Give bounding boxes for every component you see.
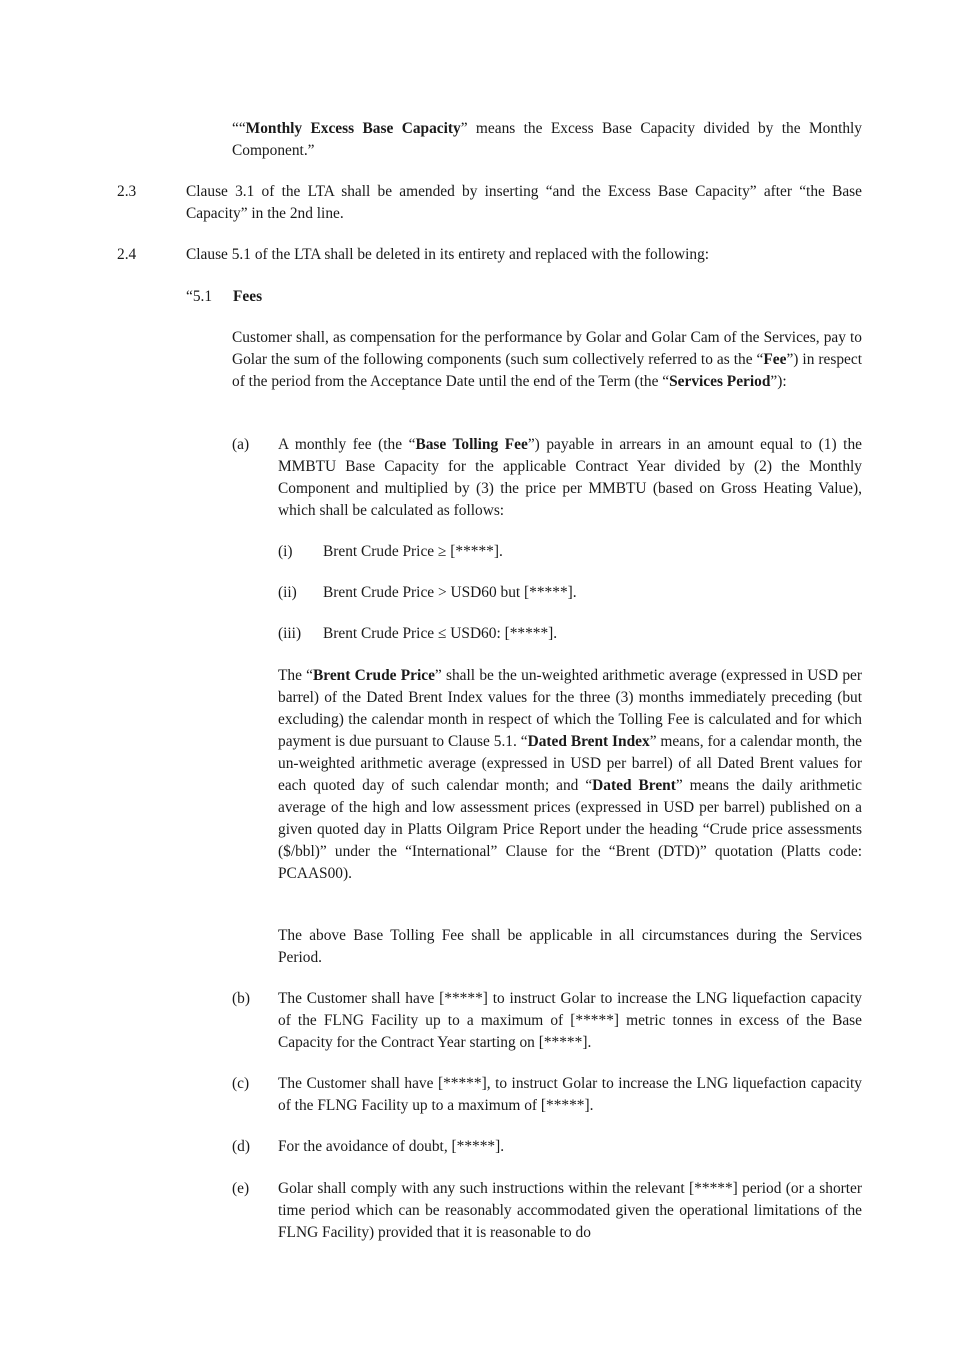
subitem-label: (i) bbox=[278, 543, 293, 560]
defined-term: Base Tolling Fee bbox=[415, 436, 528, 453]
item-d-text: For the avoidance of doubt, [*****]. bbox=[278, 1138, 505, 1155]
defined-term: Monthly Excess Base Capacity bbox=[245, 120, 461, 137]
subitem-text: Brent Crude Price ≥ [*****]. bbox=[323, 543, 503, 560]
text-run: The “ bbox=[278, 667, 314, 684]
brent-crude-price-definition bbox=[278, 665, 862, 885]
item-a-label: (a) bbox=[232, 436, 250, 453]
text-run: ” means the daily arithmetic average of the high and low assessment prices (expressed in USD per barrel) published on a given quoted day in Platts Oilgram Price Report under the heading “Crude price assessments ($/bbl)” under the “International” Clause for the “Brent (DTD)” quotation (Platts code: PCAAS00). bbox=[278, 777, 862, 882]
item-c-text: The Customer shall have [*****], to instruct Golar to increase the LNG liquefaction capacity of the FLNG Facility up to a maximum of [*****]. bbox=[278, 1075, 862, 1114]
item-a-closing: The above Base Tolling Fee shall be applicable in all circumstances during the Services Period. bbox=[278, 927, 862, 966]
open-quotes: ““ bbox=[232, 120, 246, 137]
subitem-text: Brent Crude Price > USD60 but [*****]. bbox=[323, 584, 577, 601]
clause-2-3-text: Clause 3.1 of the LTA shall be amended by inserting “and the Excess Base Capacity” after “the Base Capacity” in the 2nd line. bbox=[186, 183, 862, 222]
item-e-text: Golar shall comply with any such instructions within the relevant [*****] period (or a shorter time period which can be reasonably accommodated given the operational limitations of the FLNG Facility) provided that it is reasonable to do bbox=[278, 1180, 862, 1241]
definition-monthly-excess-base-capacity bbox=[232, 118, 862, 162]
item-e-label: (e) bbox=[232, 1180, 250, 1197]
defined-term: Brent Crude Price bbox=[313, 667, 435, 684]
subitem-text: Brent Crude Price ≤ USD60: [*****]. bbox=[323, 625, 558, 642]
subitem-label: (iii) bbox=[278, 625, 302, 642]
item-b-label: (b) bbox=[232, 990, 250, 1007]
text-run: A monthly fee (the “ bbox=[278, 436, 416, 453]
clause-5-1-intro bbox=[232, 327, 862, 393]
definition-text: ” means the Excess Base Capacity divided by the Monthly Component.” bbox=[232, 120, 863, 159]
clause-5-1-heading bbox=[233, 286, 262, 308]
defined-term: Dated Brent bbox=[592, 777, 676, 794]
subitem-label: (ii) bbox=[278, 584, 297, 601]
clause-number: 2.4 bbox=[117, 246, 137, 263]
clause-2-4-text: Clause 5.1 of the LTA shall be deleted in its entirety and replaced with the following: bbox=[186, 246, 710, 263]
clause-number: 2.3 bbox=[117, 183, 137, 200]
item-d-label: (d) bbox=[232, 1138, 250, 1155]
item-c-label: (c) bbox=[232, 1075, 250, 1092]
item-a-text bbox=[278, 434, 862, 522]
defined-term: Dated Brent Index bbox=[527, 733, 650, 750]
clause-5-1-number: “5.1 bbox=[186, 288, 213, 305]
text-run: ”): bbox=[770, 373, 787, 390]
text-run: ”) payable in arrears in an amount equal to (1) the MMBTU Base Capacity for the applicable Contract Year divided by (2) the Monthly Component and multiplied by (3) the price per MMBTU (based on Gross Heating Value), which shall be calculated as follows: bbox=[278, 436, 862, 519]
item-b-text: The Customer shall have [*****] to instruct Golar to increase the LNG liquefaction capacity of the FLNG Facility up to a maximum of [*****] metric tonnes in excess of the Base Capacity for the Contract Year starting on [*****]. bbox=[278, 990, 862, 1051]
text-run: ” shall be the un-weighted arithmetic average (expressed in USD per barrel) of the Dated Brent Index values for the three (3) months immediately preceding (but excluding) the calendar month in respect of which the Tolling Fee is calculated and for which payment is due pursuant to Clause 5.1. “ bbox=[278, 667, 862, 750]
text-run: Customer shall, as compensation for the performance by Golar and Golar Cam of the Services, pay to Golar the sum of the following components (such sum collectively referred to as the “ bbox=[232, 329, 862, 368]
defined-term: Fee bbox=[763, 351, 787, 368]
text-run: ”) in respect of the period from the Acceptance Date until the end of the Term (the “ bbox=[232, 351, 862, 390]
fees-heading: Fees bbox=[233, 288, 263, 305]
text-run: ” means, for a calendar month, the un-weighted arithmetic average (expressed in USD per barrel) of all Dated Brent values for each quoted day of such calendar month; and “ bbox=[278, 733, 862, 794]
defined-term: Services Period bbox=[669, 373, 771, 390]
